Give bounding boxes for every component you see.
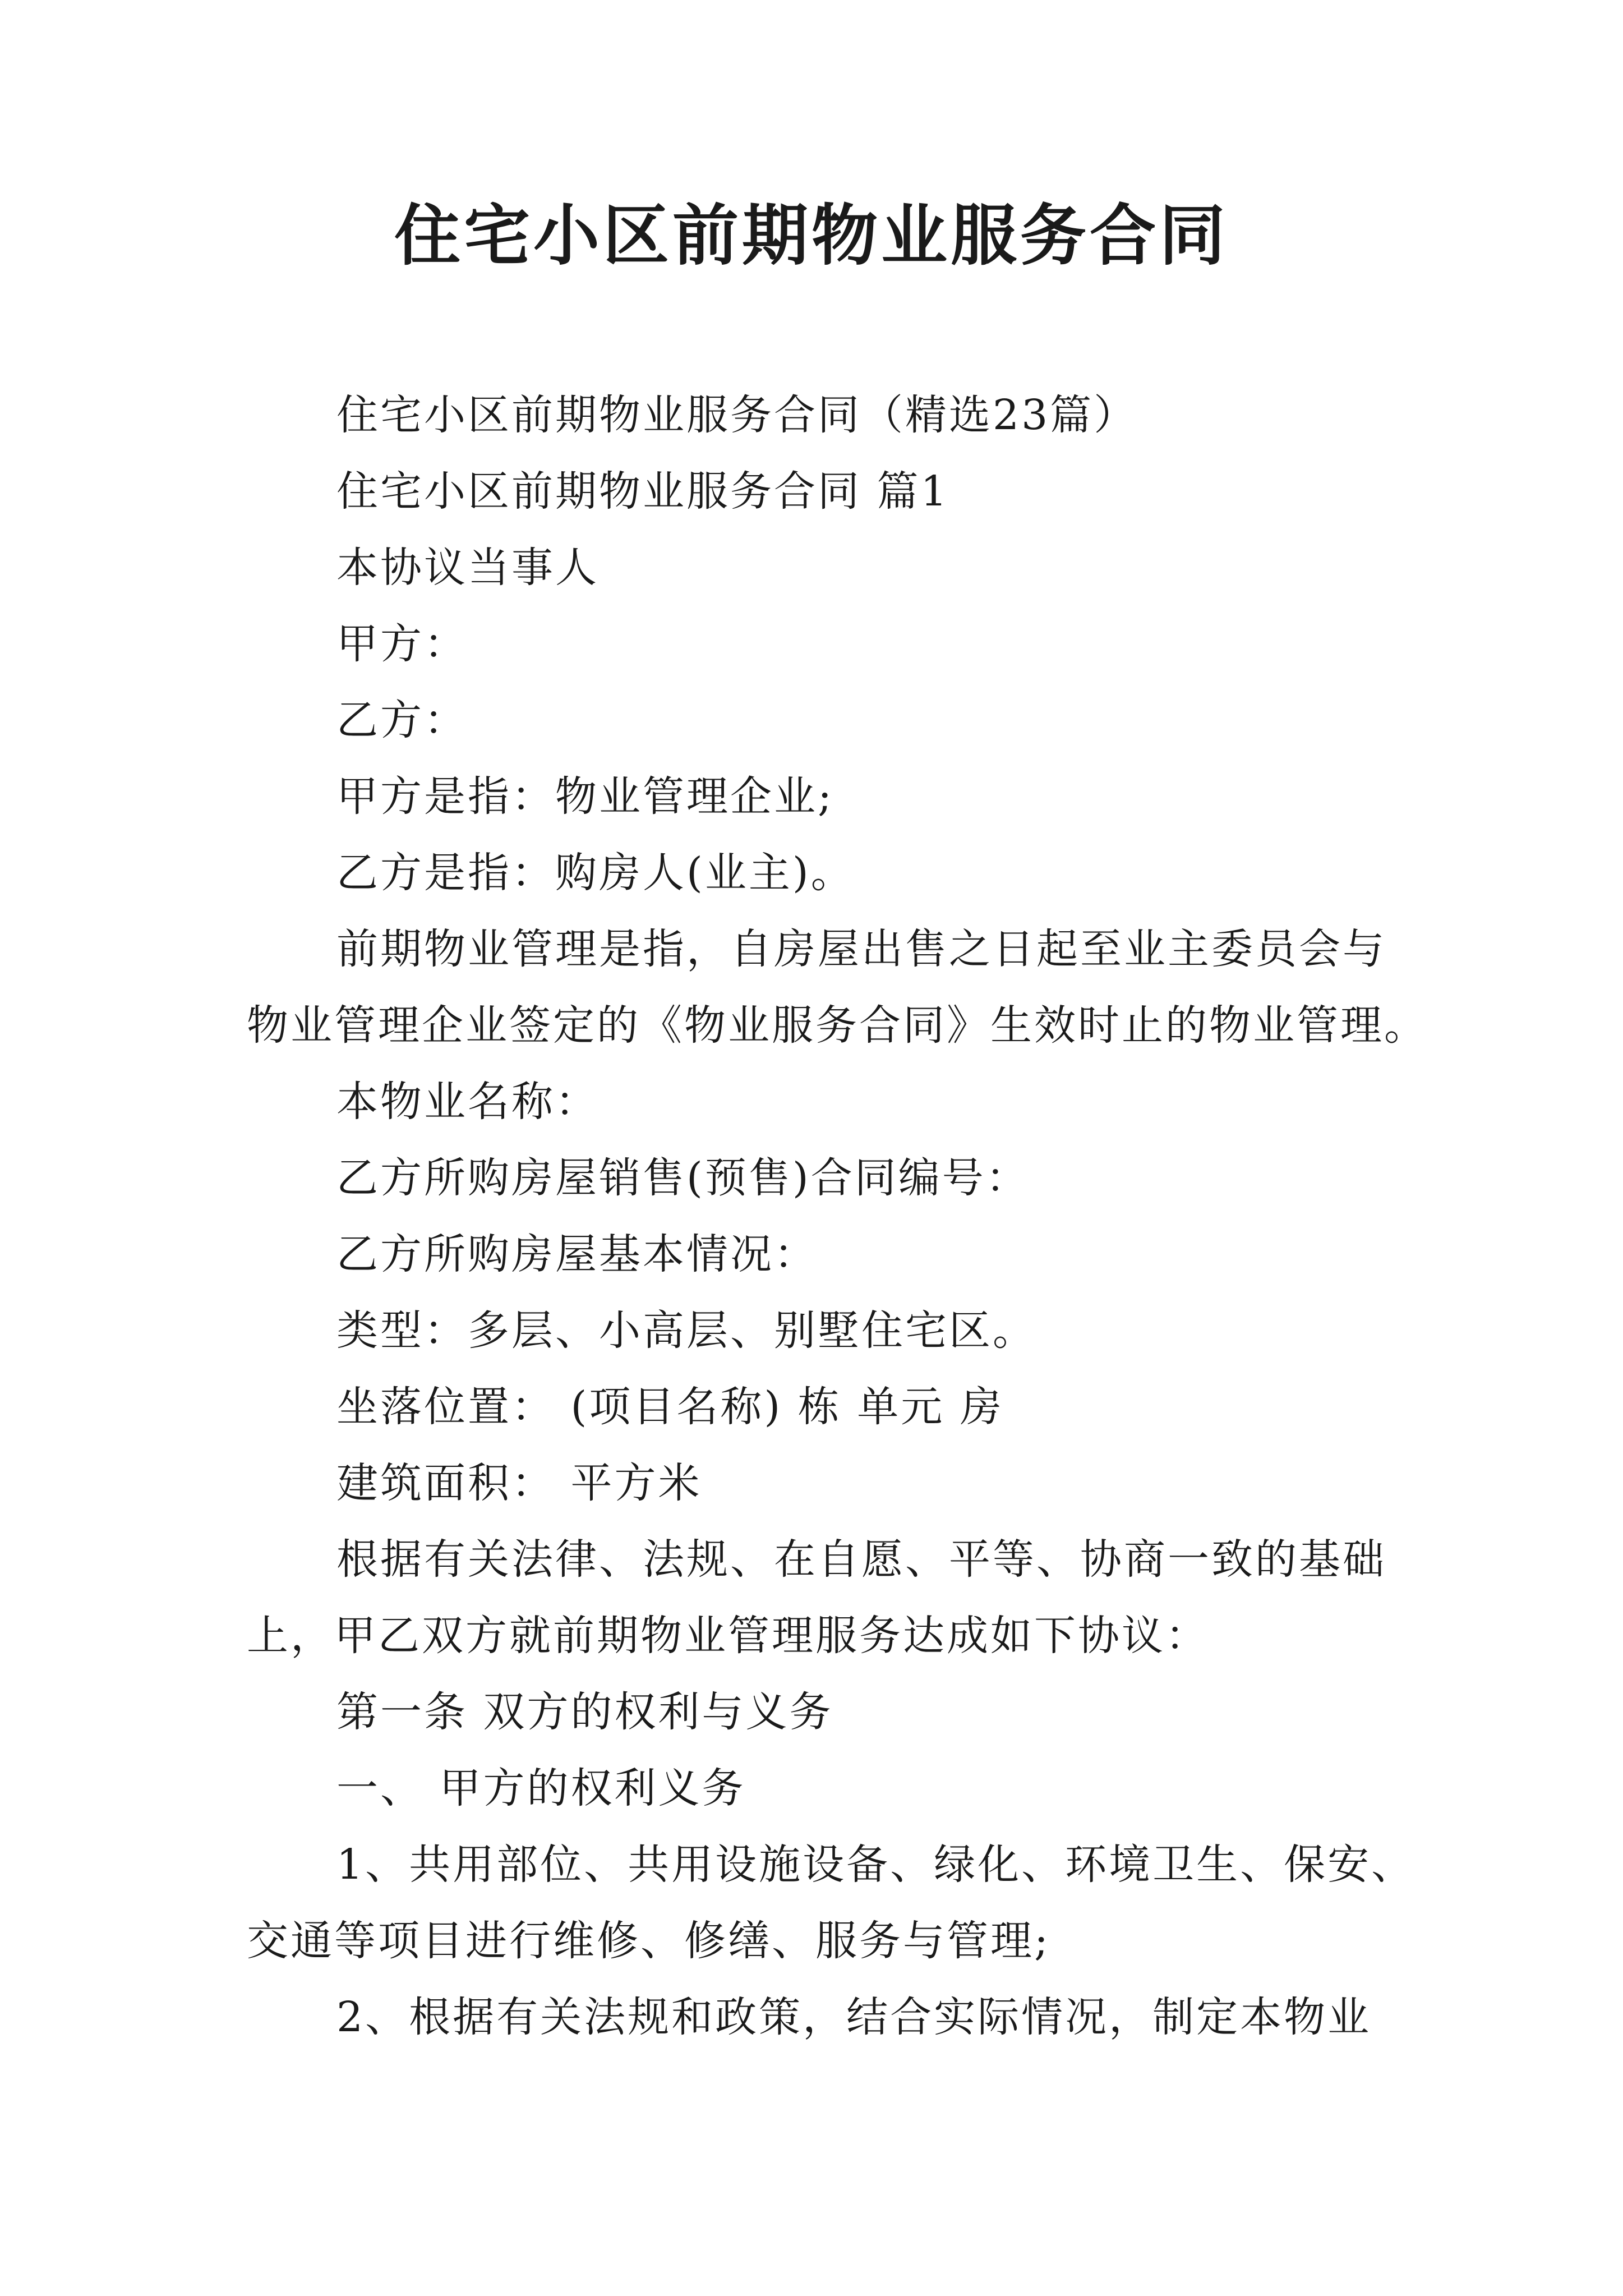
party-a-rights-heading-line: 一、 甲方的权利义务 <box>336 1764 746 1812</box>
item-2-line-1: 2、根据有关法规和政策，结合实际情况，制定本物业 <box>336 1993 1372 2041</box>
item-1-line-2: 交通等项目进行维修、修缮、服务与管理; <box>247 1917 1050 1965</box>
property-name-line: 本物业名称： <box>336 1078 599 1126</box>
basis-paragraph-line-1: 根据有关法律、法规、在自愿、平等、协商一致的基础 <box>336 1535 1386 1584</box>
parties-heading-line: 本协议当事人 <box>336 544 599 592</box>
item-1-line-1: 1、共用部位、共用设施设备、绿化、环境卫生、保安、 <box>336 1841 1415 1889</box>
house-type-line: 类型：多层、小高层、别墅住宅区。 <box>336 1306 1036 1355</box>
party-b-line: 乙方： <box>336 696 468 744</box>
document-title: 住宅小区前期物业服务合同 <box>394 196 1229 274</box>
house-info-line: 乙方所购房屋基本情况： <box>336 1230 818 1278</box>
contract-number-line: 乙方所购房屋销售(预售)合同编号： <box>336 1154 1030 1202</box>
party-b-definition-line: 乙方是指：购房人(业主)。 <box>336 849 855 897</box>
area-line: 建筑面积： 平方米 <box>336 1459 702 1507</box>
party-a-line: 甲方： <box>336 620 468 668</box>
definition-paragraph-line-1: 前期物业管理是指，自房屋出售之日起至业主委员会与 <box>336 925 1386 973</box>
subtitle-line: 住宅小区前期物业服务合同（精选23篇） <box>336 391 1138 439</box>
location-line: 坐落位置： (项目名称) 栋 单元 房 <box>336 1383 1004 1431</box>
section-heading-line: 住宅小区前期物业服务合同 篇1 <box>336 467 949 516</box>
article-one-heading-line: 第一条 双方的权利与义务 <box>336 1688 833 1736</box>
basis-paragraph-line-2: 上，甲乙双方就前期物业管理服务达成如下协议： <box>247 1612 1209 1660</box>
definition-paragraph-line-2: 物业管理企业签定的《物业服务合同》生效时止的物业管理。 <box>247 1001 1428 1050</box>
party-a-definition-line: 甲方是指：物业管理企业; <box>336 772 834 821</box>
